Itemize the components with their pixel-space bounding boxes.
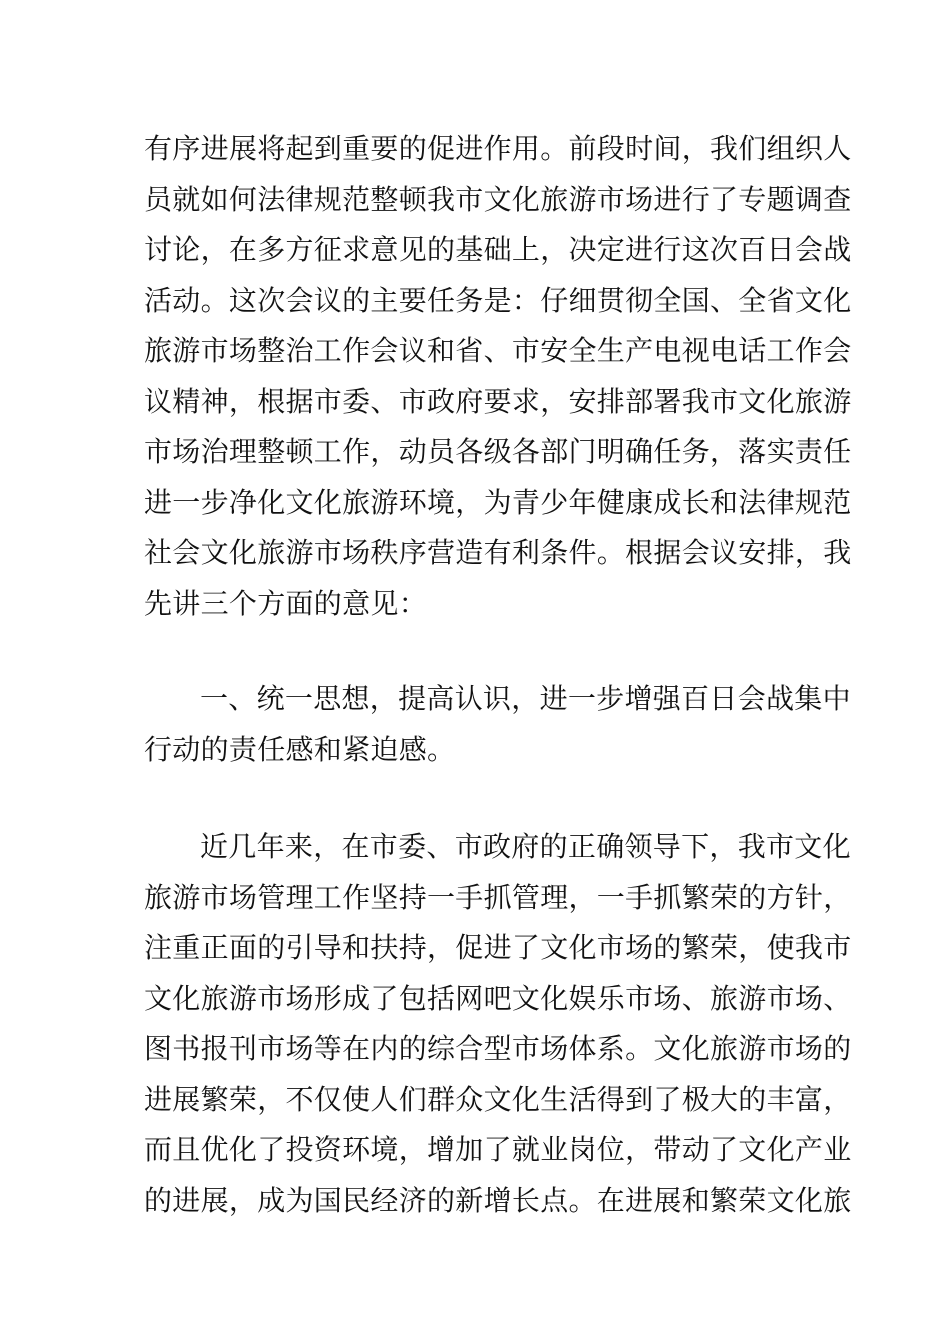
text-line: 文化旅游市场形成了包括网吧文化娱乐市场、旅游市场、 [144, 981, 852, 1015]
section-heading-paragraph [144, 674, 851, 775]
text-line: 的进展，成为国民经济的新增长点。在进展和繁荣文化旅 [144, 1183, 852, 1217]
paragraph-3 [144, 822, 852, 1226]
text-line: 旅游市场管理工作坚持一手抓管理，一手抓繁荣的方针， [144, 880, 852, 914]
text-line: 社会文化旅游市场秩序营造有利条件。根据会议安排，我 [144, 536, 852, 569]
text-line: 行动的责任感和紧迫感。 [144, 732, 456, 766]
text-line: 旅游市场整治工作会议和省、市安全生产电视电话工作会 [144, 334, 852, 367]
text-line: 先讲三个方面的意见： [144, 586, 428, 620]
text-line: 市场治理整顿工作，动员各级各部门明确任务，落实责任 [144, 435, 852, 468]
text-line: 员就如何法律规范整顿我市文化旅游市场进行了专题调查 [144, 182, 852, 216]
text-line: 图书报刊市场等在内的综合型市场体系。文化旅游市场的 [144, 1032, 852, 1065]
text-line: 活动。这次会议的主要任务是：仔细贯彻全国、全省文化 [144, 283, 852, 317]
text-line: 进展繁荣，不仅使人们群众文化生活得到了极大的丰富， [144, 1082, 852, 1116]
text-line: 议精神，根据市委、市政府要求，安排部署我市文化旅游 [144, 384, 852, 418]
text-line: 一、统一思想，提高认识，进一步增强百日会战集中 [200, 682, 851, 715]
text-line: 有序进展将起到重要的促进作用。前段时间，我们组织人 [144, 132, 852, 165]
paragraph-1 [144, 124, 852, 629]
text-line: 注重正面的引导和扶持，促进了文化市场的繁荣，使我市 [144, 931, 852, 964]
text-line: 而且优化了投资环境，增加了就业岗位，带动了文化产业 [144, 1133, 852, 1166]
text-line: 进一步净化文化旅游环境，为青少年健康成长和法律规范 [144, 485, 852, 519]
text-line: 近几年来，在市委、市政府的正确领导下，我市文化 [200, 830, 851, 863]
text-line: 讨论，在多方征求意见的基础上，决定进行这次百日会战 [144, 233, 852, 266]
